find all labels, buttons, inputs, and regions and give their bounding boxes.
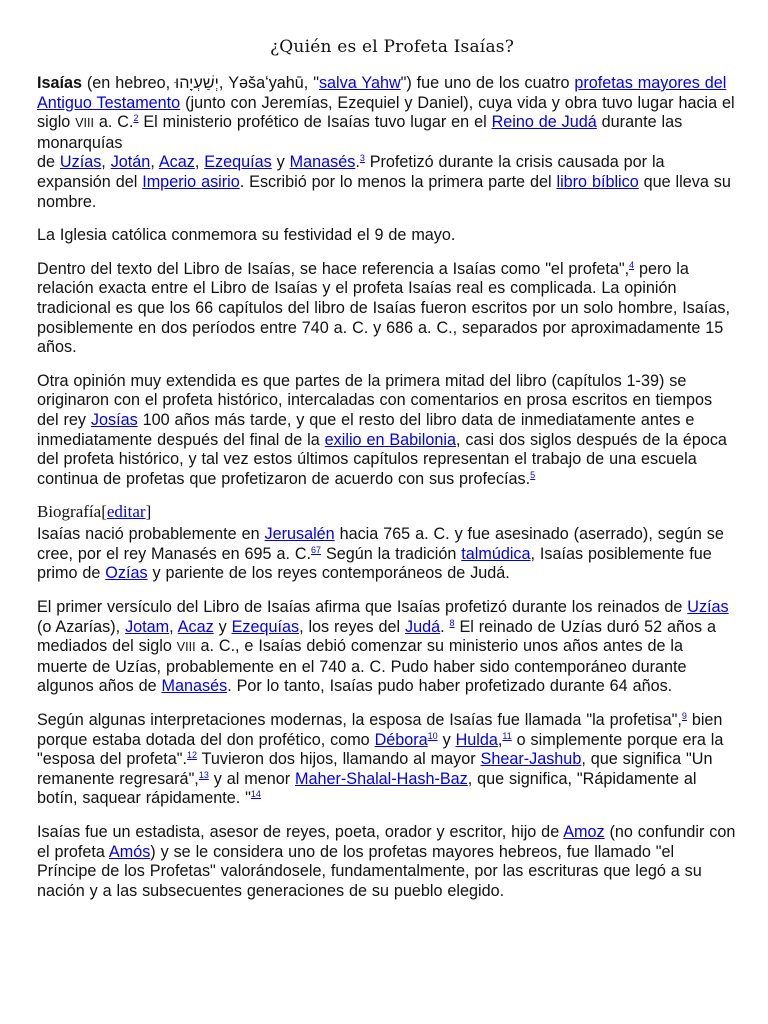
- text: Dentro del texto del Libro de Isaías, se hace referencia a Isaías como "el profeta",: [37, 259, 630, 278]
- text: a. C.: [93, 113, 134, 132]
- link-salva-yahw[interactable]: salva Yahw: [318, 74, 401, 92]
- text: que lleva su nombre.: [37, 172, 731, 211]
- document-title: ¿Quién es el Profeta Isaías?: [269, 37, 515, 57]
- text: de: [37, 153, 60, 172]
- reference-link-67[interactable]: 67: [311, 544, 322, 555]
- text: durante las monarquías: [37, 113, 683, 152]
- text: Otra opinión muy extendida es que partes de la primera mitad del libro (capítulos 1-39) se originaron con el profeta histórico, intercaladas con comentarios en prosa escritos en tiempos del rey: [37, 371, 713, 429]
- link-ezequias[interactable]: Ezequías: [204, 153, 272, 172]
- reference-12: [187, 750, 197, 760]
- reference-5: [530, 470, 535, 480]
- link-amos[interactable]: Amós: [108, 842, 151, 861]
- text: Tuvieron dos hijos, llamando al mayor: [197, 750, 481, 769]
- text: Isaías fue un estadista, asesor de reyes, poeta, orador y escritor, hijo de: [37, 823, 564, 841]
- text: El reinado de Uzías duró 52 años a mediados del siglo: [37, 617, 717, 656]
- century-numeral: VIII: [75, 116, 94, 131]
- text: El ministerio profético de Isaías tuvo lugar en el: [138, 113, 492, 132]
- text: , los reyes del: [299, 617, 406, 636]
- text: y al menor: [208, 769, 295, 788]
- text: ,: [497, 730, 503, 749]
- text: .: [440, 617, 450, 636]
- text: Según la tradición: [321, 544, 462, 563]
- hebrew-name: יְשַׁעְיָהוּ: [175, 74, 219, 92]
- link-acaz[interactable]: Acaz: [158, 153, 195, 172]
- text: ,: [194, 153, 205, 172]
- century-numeral: VIII: [176, 640, 196, 655]
- link-profetas-mayores[interactable]: profetas mayores del Antiguo Testamento: [37, 74, 727, 112]
- bracket-close: ]: [145, 502, 152, 522]
- reference-link-5[interactable]: 5: [530, 469, 536, 480]
- text: bien porque estaba dotada del don profético, como: [37, 711, 723, 749]
- paragraph-reinados: [37, 598, 737, 697]
- link-jotan[interactable]: Jotán: [110, 153, 151, 172]
- text: (junto con Jeremías, Ezequiel y Daniel), cuya vida y obra tuvo lugar hacia el siglo: [37, 93, 735, 132]
- text: ,: [169, 617, 178, 636]
- text: . Escribió por lo menos la primera parte del: [239, 172, 557, 191]
- link-manases-2[interactable]: Manasés: [161, 677, 228, 696]
- text: , que significa "Un remanente regresará",: [37, 750, 713, 788]
- reference-link-13[interactable]: 13: [198, 769, 209, 780]
- link-imperio-asirio[interactable]: Imperio asirio: [142, 172, 240, 191]
- text: Profetizó durante la crisis causada por la expansión del: [37, 153, 665, 191]
- reference-link-11[interactable]: 11: [502, 730, 512, 741]
- text: ,: [150, 153, 159, 172]
- reference-14: [251, 789, 261, 799]
- reference-link-10[interactable]: 10: [427, 730, 438, 741]
- text: a. C., e Isaías debió comenzar su ministerio unos años antes de la muerte de Uzías, probablemente en el 740 a. C. Pudo haber sido contemporáneo durante algunos años de: [37, 637, 687, 696]
- subject-name: Isaías: [37, 74, 83, 92]
- text: y: [437, 730, 456, 749]
- reference-11: [502, 731, 511, 741]
- bracket-open: [: [101, 502, 107, 522]
- text: ") fue uno de los cuatro: [400, 74, 575, 92]
- text: , que significa, "Rápidamente al botín, saquear rápidamente. ": [37, 769, 697, 808]
- link-uzias-2[interactable]: Uzías: [687, 598, 729, 617]
- link-amoz[interactable]: Amoz: [563, 823, 605, 841]
- reference-link-3[interactable]: 3: [359, 153, 365, 164]
- paragraph-esposa: [37, 711, 737, 809]
- edit-section-link[interactable]: editar: [106, 502, 146, 522]
- text: y: [213, 617, 232, 636]
- text: y: [271, 153, 290, 172]
- text: pero la relación exacta entre el Libro de Isaías y el profeta Isaías real es complicada. La opinión tradicional es que los 66 capítulos del libro de Isaías fueron escritos por un solo hombre, Isaías, posiblemente en dos períodos entre 740 a. C. y 686 a. C., separados por aproximadamente 15 años.: [37, 259, 730, 357]
- reference-link-4[interactable]: 4: [629, 259, 635, 270]
- paragraph-libro: [37, 260, 737, 358]
- link-maher-shalal-hash-baz[interactable]: Maher-Shalal-Hash-Baz: [295, 769, 468, 788]
- reference-link-2[interactable]: 2: [133, 113, 139, 124]
- text: , casi dos siglos después de la época del profeta histórico, y tal vez estos últimos capítulos representan el trabajo de una escuela continua de profetas que profetizaron de acuerdo con sus profecías.: [37, 430, 727, 488]
- paragraph-estadista: [37, 823, 737, 901]
- link-acaz-2[interactable]: Acaz: [177, 617, 214, 636]
- link-reino-de-juda[interactable]: Reino de Judá: [491, 113, 597, 132]
- reference-13: [199, 770, 209, 780]
- link-jotam[interactable]: Jotam: [125, 617, 170, 636]
- link-talmudica[interactable]: talmúdica: [461, 544, 531, 563]
- reference-10: [428, 731, 438, 741]
- section-heading-biografia: [37, 501, 737, 523]
- paragraph-intro: [37, 74, 737, 212]
- text: 100 años más tarde, y que el resto del libro data de inmediatamente antes e inmediatamente después del final de la: [37, 410, 695, 449]
- text: . Por lo tanto, Isaías pudo haber profetizado durante 64 años.: [227, 677, 673, 696]
- link-hulda[interactable]: Hulda: [455, 730, 498, 749]
- document-page: [37, 0, 737, 901]
- text: , Isaías posiblemente fue primo de: [37, 544, 712, 583]
- link-uzias[interactable]: Uzías: [59, 153, 102, 172]
- link-debora[interactable]: Débora: [374, 730, 428, 749]
- text: Según algunas interpretaciones modernas, la esposa de Isaías fue llamada "la profetisa",: [37, 711, 682, 730]
- text: hacia 765 a. C. y fue asesinado (aserrado), según se cree, por el rey Manasés en 695 a. C.: [37, 525, 724, 563]
- link-ozias[interactable]: Ozías: [105, 564, 148, 583]
- reference-link-8[interactable]: 8: [449, 617, 455, 628]
- reference-67: [311, 545, 321, 555]
- paragraph-festividad: La Iglesia católica conmemora su festividad el 9 de mayo.: [37, 226, 456, 245]
- link-manases[interactable]: Manasés: [289, 153, 356, 172]
- reference-link-12[interactable]: 12: [186, 750, 197, 761]
- link-libro-biblico[interactable]: libro bíblico: [556, 172, 639, 191]
- text: o simplemente porque era la "esposa del profeta".: [37, 730, 724, 769]
- text: (en hebreo,: [82, 74, 176, 92]
- link-juda[interactable]: Judá: [405, 617, 441, 636]
- link-jerusalen[interactable]: Jerusalén: [264, 525, 335, 544]
- paragraph-otra-opinion: [37, 372, 737, 490]
- link-shear-jashub[interactable]: Shear-Jashub: [480, 750, 582, 769]
- text: ,: [101, 153, 111, 172]
- text: y pariente de los reyes contemporáneos de Judá.: [147, 564, 510, 583]
- link-ezequias-2[interactable]: Ezequías: [231, 617, 300, 636]
- text: .: [355, 153, 360, 172]
- text: (no confundir con el profeta: [37, 823, 736, 861]
- reference-link-14[interactable]: 14: [250, 789, 261, 800]
- text: (o Azarías),: [37, 617, 126, 636]
- link-exilio-en-babilonia[interactable]: exilio en Babilonia: [324, 430, 456, 449]
- link-josias[interactable]: Josías: [90, 410, 138, 429]
- section-heading-text: Biografía: [37, 502, 102, 522]
- reference-link-9[interactable]: 9: [681, 711, 687, 722]
- text: El primer versículo del Libro de Isaías afirma que Isaías profetizó durante los reinados de: [37, 598, 688, 617]
- text: , Yəšaʻyahū, ": [218, 74, 319, 92]
- text: Isaías nació probablemente en: [37, 525, 265, 544]
- paragraph-nacimiento: [37, 525, 737, 584]
- text: ) y se le considera uno de los profetas mayores hebreos, fue llamado "el Príncipe de los Profetas" valorándosele, fundamentalmente, por las escrituras que legó a su nación y a las subsecuentes generaciones de su pueblo elegido.: [37, 842, 702, 900]
